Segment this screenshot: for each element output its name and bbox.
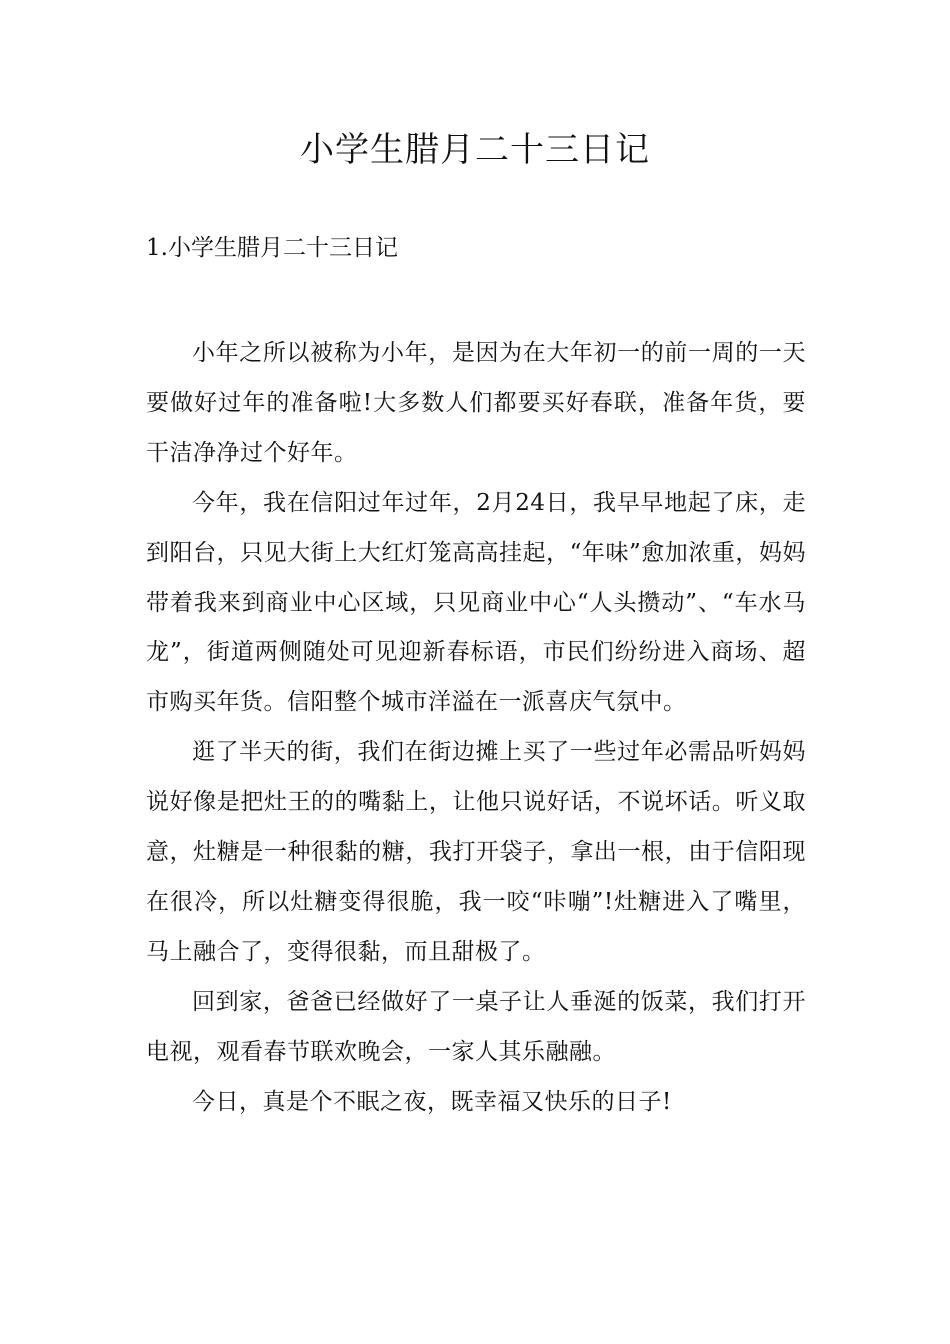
paragraph-3: 逛了半天的街，我们在街边摊上买了一些过年必需品听妈妈说好像是把灶王的的嘴黏上，让他只说好话，不说坏话。听义取意，灶糖是一种很黏的糖，我打开袋子，拿出一根，由于信阳现在很冷，所以灶糖变得很脆，我一咬“咔嘣”!灶糖进入了嘴里，马上融合了，变得很黏，而且甜极了。 <box>146 739 806 965</box>
paragraph-5: 今日，真是个不眠之夜，既幸福又快乐的日子! <box>192 1088 672 1115</box>
paragraph-1: 小年之所以被称为小年，是因为在大年初一的前一周的一天要做好过年的准备啦!大多数人们都要买好春联，准备年货，要干洁净净过个好年。 <box>146 340 806 466</box>
paragraph-4: 回到家，爸爸已经做好了一桌子让人垂涎的饭菜，我们打开电视，观看春节联欢晚会，一家人其乐融融。 <box>146 988 806 1065</box>
article-body <box>146 329 806 1128</box>
paragraph-2: 今年，我在信阳过年过年，2月24日，我早早地起了床，走到阳台，只见大街上大红灯笼高高挂起，“年味”愈加浓重，妈妈带着我来到商业中心区域，只见商业中心“人头攒动”、“车水马龙”，街道两侧随处可见迎新春标语，市民们纷纷进入商场、超市购买年货。信阳整个城市洋溢在一派喜庆气氛中。 <box>146 489 806 716</box>
section-heading: 1.小学生腊月二十三日记 <box>146 235 398 261</box>
document-title: 小学生腊月二十三日记 <box>300 130 650 170</box>
